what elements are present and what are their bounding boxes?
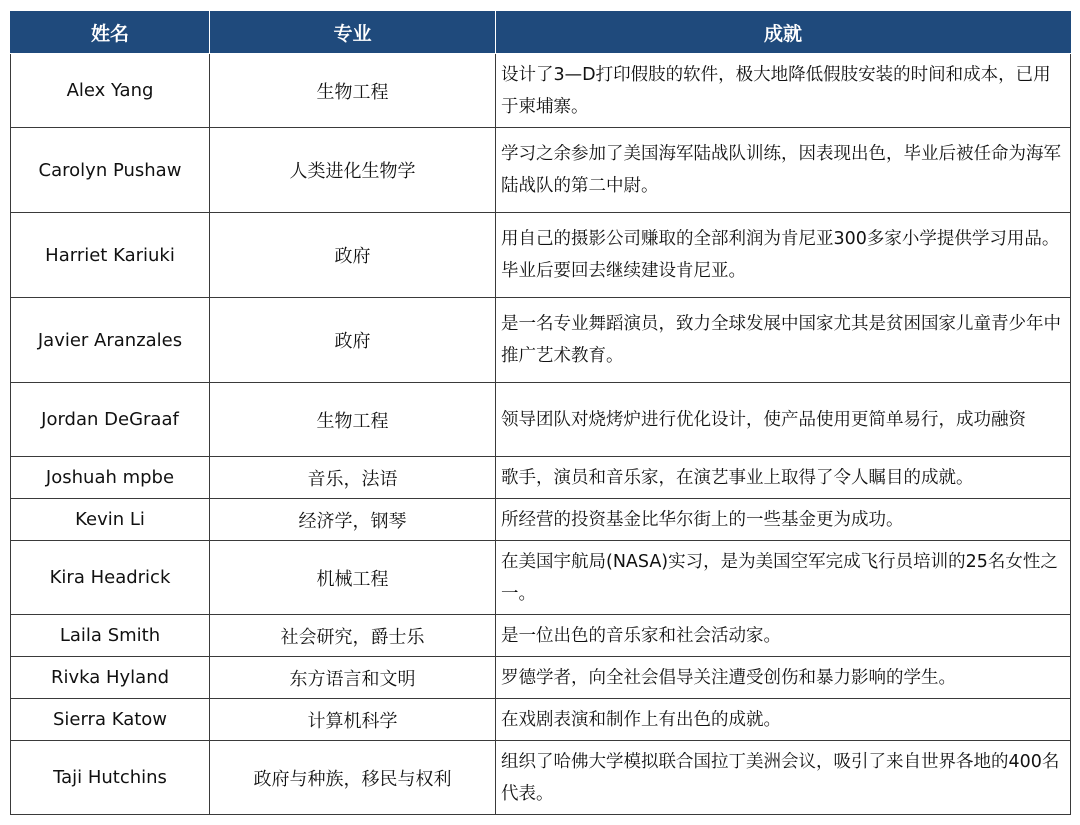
table-row	[11, 457, 1071, 499]
cell-achievement: 在美国宇航局(NASA)实习，是为美国空军完成飞行员培训的25名女性之一。	[496, 541, 1071, 615]
table-row	[11, 54, 1071, 128]
table-row	[11, 699, 1071, 741]
cell-name: Taji Hutchins	[11, 741, 210, 815]
cell-name: Sierra Katow	[11, 699, 210, 741]
cell-major: 机械工程	[210, 541, 496, 615]
cell-name: Kevin Li	[11, 499, 210, 541]
table-row	[11, 298, 1071, 383]
cell-name: Carolyn Pushaw	[11, 128, 210, 213]
table-row	[11, 499, 1071, 541]
header-major: 专业	[210, 12, 496, 54]
table-row	[11, 741, 1071, 815]
achievements-table-container	[10, 11, 1070, 815]
cell-name: Javier Aranzales	[11, 298, 210, 383]
cell-major: 社会研究，爵士乐	[210, 615, 496, 657]
cell-name: Kira Headrick	[11, 541, 210, 615]
cell-name: Rivka Hyland	[11, 657, 210, 699]
table-row	[11, 128, 1071, 213]
table-row	[11, 383, 1071, 457]
cell-major: 音乐，法语	[210, 457, 496, 499]
table-row	[11, 213, 1071, 298]
cell-major: 经济学，钢琴	[210, 499, 496, 541]
header-row	[11, 12, 1071, 54]
cell-achievement: 领导团队对烧烤炉进行优化设计，使产品使用更简单易行，成功融资	[496, 383, 1071, 457]
cell-name: Alex Yang	[11, 54, 210, 128]
cell-achievement: 是一位出色的音乐家和社会活动家。	[496, 615, 1071, 657]
table-row	[11, 657, 1071, 699]
cell-major: 东方语言和文明	[210, 657, 496, 699]
cell-achievement: 歌手，演员和音乐家，在演艺事业上取得了令人瞩目的成就。	[496, 457, 1071, 499]
cell-achievement: 是一名专业舞蹈演员，致力全球发展中国家尤其是贫困国家儿童青少年中推广艺术教育。	[496, 298, 1071, 383]
cell-achievement: 在戏剧表演和制作上有出色的成就。	[496, 699, 1071, 741]
header-name: 姓名	[11, 12, 210, 54]
cell-major: 政府	[210, 298, 496, 383]
table-row	[11, 541, 1071, 615]
achievements-table	[10, 11, 1071, 815]
cell-achievement: 用自己的摄影公司赚取的全部利润为肯尼亚300多家小学提供学习用品。毕业后要回去继续建设肯尼亚。	[496, 213, 1071, 298]
cell-name: Harriet Kariuki	[11, 213, 210, 298]
cell-achievement: 所经营的投资基金比华尔街上的一些基金更为成功。	[496, 499, 1071, 541]
cell-major: 生物工程	[210, 54, 496, 128]
cell-major: 人类进化生物学	[210, 128, 496, 213]
cell-name: Jordan DeGraaf	[11, 383, 210, 457]
table-row	[11, 615, 1071, 657]
cell-achievement: 学习之余参加了美国海军陆战队训练，因表现出色，毕业后被任命为海军陆战队的第二中尉。	[496, 128, 1071, 213]
cell-achievement: 组织了哈佛大学模拟联合国拉丁美洲会议，吸引了来自世界各地的400名代表。	[496, 741, 1071, 815]
cell-name: Joshuah mpbe	[11, 457, 210, 499]
cell-achievement: 设计了3—D打印假肢的软件，极大地降低假肢安装的时间和成本，已用于柬埔寨。	[496, 54, 1071, 128]
cell-major: 生物工程	[210, 383, 496, 457]
cell-major: 政府	[210, 213, 496, 298]
header-achievement: 成就	[496, 12, 1071, 54]
cell-achievement: 罗德学者，向全社会倡导关注遭受创伤和暴力影响的学生。	[496, 657, 1071, 699]
cell-name: Laila Smith	[11, 615, 210, 657]
cell-major: 政府与种族，移民与权利	[210, 741, 496, 815]
cell-major: 计算机科学	[210, 699, 496, 741]
